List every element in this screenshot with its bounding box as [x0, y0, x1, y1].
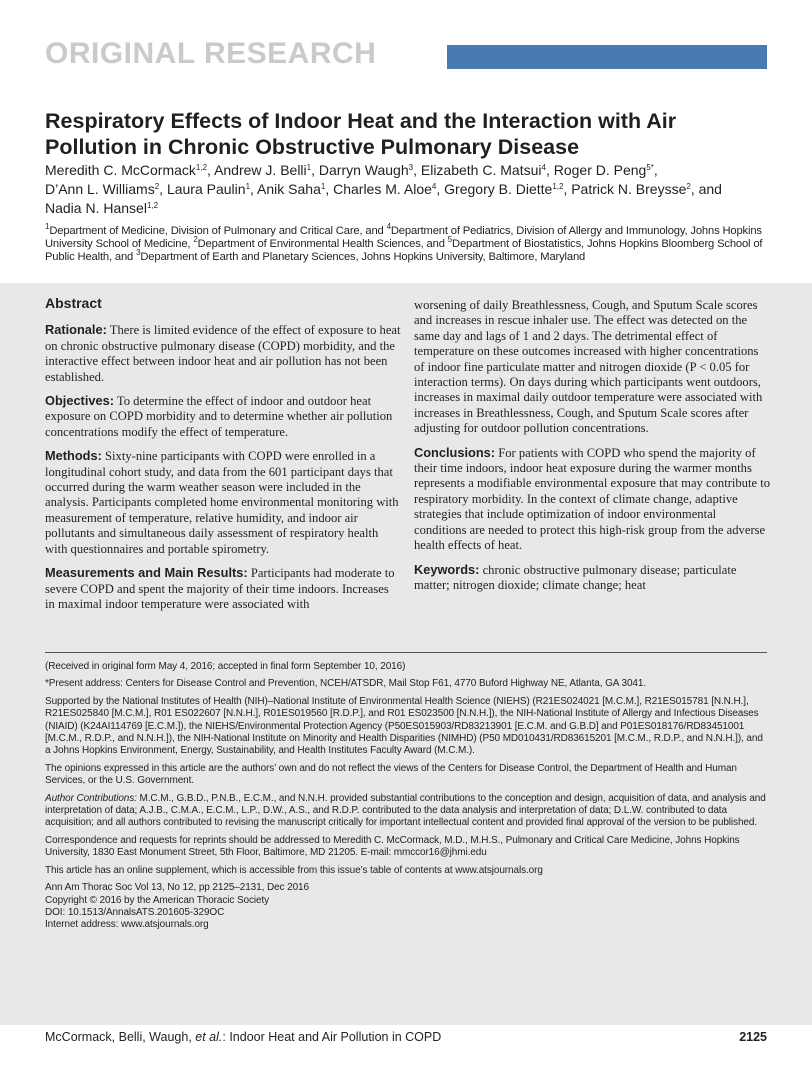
author: Meredith C. McCormack — [45, 162, 196, 178]
methods-text: Sixty-nine participants with COPD were enrolled in a longitudinal cohort study, and data from the 601 participant days that occurred during the warm weather season were included in the analysis. Participants completed home environmental monitoring with measurement of temperature, relative humidity, and indoor air pollutants and simultaneous daily assessment of respiratory health with questionnaires and portable spirometry. — [45, 449, 399, 556]
affiliation-mark: 1 — [45, 222, 50, 231]
contributions-note — [45, 793, 770, 830]
et-al: et al. — [195, 1030, 223, 1044]
doi: DOI: 10.1513/AnnalsATS.201605-329OC — [45, 906, 225, 918]
objectives-text: To determine the effect of indoor and outdoor heat exposure on COPD morbidity and to determine whether air pollution concentrations modify the effect of temperature. — [45, 394, 393, 439]
affiliation-mark: 4 — [386, 222, 391, 231]
contributions-label: Author Contributions: — [45, 792, 137, 804]
conclusions-paragraph — [414, 445, 770, 554]
footnotes — [45, 661, 770, 932]
running-title: : Indoor Heat and Air Pollution in COPD — [222, 1030, 442, 1044]
methods-label: Methods: — [45, 448, 102, 464]
author-list: Meredith C. McCormack$^{1,2}$, Andrew J. Belli$^1$, Darryn Waugh$^3$, Elizabeth C. Matsui$^4$, Roger D. Peng$^{5*}$, D’Ann L. Williams$^2$, Laura Paulin$^1$, Anik Saha$^1$, Charles M. Aloe$^4$, Gregory B. Diette$^{1,2}$, Patrick N. Breysse$^2$, and Nadia N. Hansel$^{1,2}$ — [45, 162, 722, 216]
author-affiliation-mark: 1,2 — [552, 182, 564, 191]
funding-note: Supported by the National Institutes of Health (NIH)–National Institute of Environmental Health Science (NIEHS) (R21ES024021 [M.C.M.], R21ES015781 [N.N.H.], R21ES025840 [M.C.M.], R01 ES022607 [N.N.H.], R01ES019560 [R.D.P.], and R01 ES023500 [N.N.H.]), the NIH-National Institute of Allergy and Infectious Diseases (NIAID) (K24AI114769 [E.C.M.]), the NIEHS/Environmental Protection Agency (P50ES015903/RD83213901 [E.C.M. and G.B.D] and P01ES018176/RD83451001 [M.C.M., R.D.P., and N.N.H.]), the NIH-National Institute on Minority and Health Disparities (NIMHD) (P50 MD010431/RD83615201 [M.C.M., R.D.P., and N.N.H.]), and a Johns Hopkins Environment, Energy, Sustainability, and Health Institutes Faculty Award (M.C.M.). — [45, 695, 763, 757]
author: Anik Saha — [257, 181, 321, 197]
objectives-label: Objectives: — [45, 393, 114, 409]
author-affiliation-mark: 5* — [646, 163, 654, 172]
abstract-left-column — [45, 296, 401, 620]
author-affiliation-mark: 3 — [408, 163, 414, 172]
affiliation-mark: 2 — [193, 235, 198, 244]
author: Elizabeth C. Matsui — [420, 162, 542, 178]
abstract-right-column — [414, 298, 770, 601]
header-accent-bar — [447, 45, 767, 69]
article-title: Respiratory Effects of Indoor Heat and the Interaction with Air Pollution in Chronic Obstructive Pulmonary Disease — [45, 109, 677, 159]
affiliation: Department of Earth and Planetary Sciences, Johns Hopkins University, Baltimore, Maryland — [140, 251, 586, 263]
author: D’Ann L. Williams — [45, 181, 155, 197]
affiliation: Department of Medicine, Division of Pulmonary and Critical Care, and — [49, 225, 387, 237]
keywords-paragraph — [414, 562, 770, 594]
page-number: 2125 — [739, 1030, 767, 1044]
keywords-text: chronic obstructive pulmonary disease; particulate matter; nitrogen dioxide; climate change; heat — [414, 562, 737, 592]
author: Darryn Waugh — [318, 162, 409, 178]
affiliation-mark: 3 — [136, 248, 141, 257]
author-affiliation-mark: 1,2 — [195, 163, 208, 172]
abstract-heading: Abstract — [45, 295, 102, 311]
author: Nadia N. Hansel — [45, 200, 147, 216]
affiliation: Department of Pediatrics, Division of Allergy and Immunology, Johns Hopkins University School of Medicine, — [45, 225, 762, 250]
author-affiliation-mark: 1 — [306, 163, 312, 172]
author-affiliation-mark: 1 — [320, 182, 326, 191]
rationale-paragraph — [45, 322, 401, 385]
results-label: Measurements and Main Results: — [45, 565, 248, 581]
author-affiliation-mark: 4 — [541, 163, 546, 172]
methods-paragraph — [45, 448, 401, 557]
author-affiliation-mark: 2 — [154, 182, 160, 191]
affiliations — [45, 222, 770, 264]
results-continued: worsening of daily Breathlessness, Cough, and Sputum Scale scores and increases in rescue inhaler use. The effect was detected on the same day and lags of 1 and 2 days. The detrimental effect of temperature on these outcomes increased with higher concentrations of indoor fine particulate matter and nitrogen dioxide (P < 0.05 for interaction terms). On days during which participants went outdoors, increases in maximal daily outdoor temperature were associated with increases in Breathlessness, Cough, and Sputum Scale scores after adjusting for outdoor pollution concentrations. — [414, 298, 763, 436]
section-label: ORIGINAL RESEARCH — [45, 37, 377, 70]
keywords-label: Keywords: — [414, 561, 480, 577]
objectives-paragraph — [45, 393, 401, 440]
author: Andrew J. Belli — [214, 162, 307, 178]
disclaimer-note: The opinions expressed in this article are the authors’ own and do not reflect the views of the Centers for Disease Control, the Department of Health and Human Services, or the U.S. Government. — [45, 762, 737, 787]
author: Laura Paulin — [166, 181, 246, 197]
conclusions-label: Conclusions: — [414, 444, 496, 460]
author: Gregory B. Diette — [444, 181, 553, 197]
rationale-text: There is limited evidence of the effect of exposure to heat on chronic obstructive pulmonary disease (COPD) morbidity, and the interactive effect between indoor heat and air pollution has not been established. — [45, 323, 401, 384]
correspondence-note: Correspondence and requests for reprints should be addressed to Meredith C. McCormack, M.D., M.H.S., Pulmonary and Critical Care Medicine, Johns Hopkins University, 1830 East Monument Street, 5th Floor, Baltimore, MD 21205. E-mail: mmccor16@jhmi.edu — [45, 834, 740, 859]
running-authors: McCormack, Belli, Waugh, — [45, 1030, 196, 1044]
running-footer — [45, 1030, 441, 1044]
divider — [45, 652, 767, 653]
results-paragraph — [45, 565, 401, 612]
internet-address: Internet address: www.atsjournals.org — [45, 919, 209, 931]
present-address-note: *Present address: Centers for Disease Control and Prevention, NCEH/ATSDR, Mail Stop F61, 4770 Buford Highway NE, Atlanta, GA 3041. — [45, 678, 647, 690]
received-note: (Received in original form May 4, 2016; accepted in final form September 10, 2016) — [45, 661, 406, 672]
copyright: Copyright © 2016 by the American Thoracic Society — [45, 894, 270, 906]
supplement-note: This article has an online supplement, which is accessible from this issue’s table of contents at www.atsjournals.org — [45, 864, 543, 876]
contributions-text: M.C.M., G.B.D., P.N.B., E.C.M., and N.N.H. provided substantial contributions to the conception and design, acquisition of data, and analysis and interpretation of data; A.J.B., C.M.A., E.C.M., L.P., D.W., A.S., and R.D.P. contributed to the data analysis and interpretation of data; D.L.W. contributed to data acquisition; and all authors contributed to revising the manuscript critically for important intellectual content and provided final approval of the version to be published. — [45, 792, 766, 829]
affiliation: Department of Biostatistics, Johns Hopkins Bloomberg School of Public Health, and — [45, 238, 763, 263]
author: Patrick N. Breysse — [571, 181, 687, 197]
author-affiliation-mark: 1 — [245, 182, 251, 191]
citation: Ann Am Thorac Soc Vol 13, No 12, pp 2125–2131, Dec 2016 — [45, 882, 309, 894]
author: Roger D. Peng — [553, 162, 647, 178]
results-text: Participants had moderate to severe COPD and spent the majority of their time indoors. Increases in maximal indoor temperature were associated with — [45, 566, 395, 611]
conclusions-text: For patients with COPD who spend the majority of their time indoors, indoor heat exposure during the warmer months represents a modifiable environmental exposure that may contribute to respiratory morbidity. In the context of climate change, adaptive strategies that include optimization of indoor environmental conditions are needed to protect this high-risk group from the adverse health effects of heat. — [414, 445, 771, 553]
author: Charles M. Aloe — [333, 181, 432, 197]
affiliation: Department of Environmental Health Sciences, and — [197, 238, 448, 250]
affiliation-mark: 5 — [447, 235, 453, 244]
author-affiliation-mark: 4 — [431, 182, 437, 191]
author-affiliation-mark: 1,2 — [146, 201, 159, 210]
rationale-label: Rationale: — [45, 322, 107, 338]
author-affiliation-mark: 2 — [686, 182, 691, 191]
